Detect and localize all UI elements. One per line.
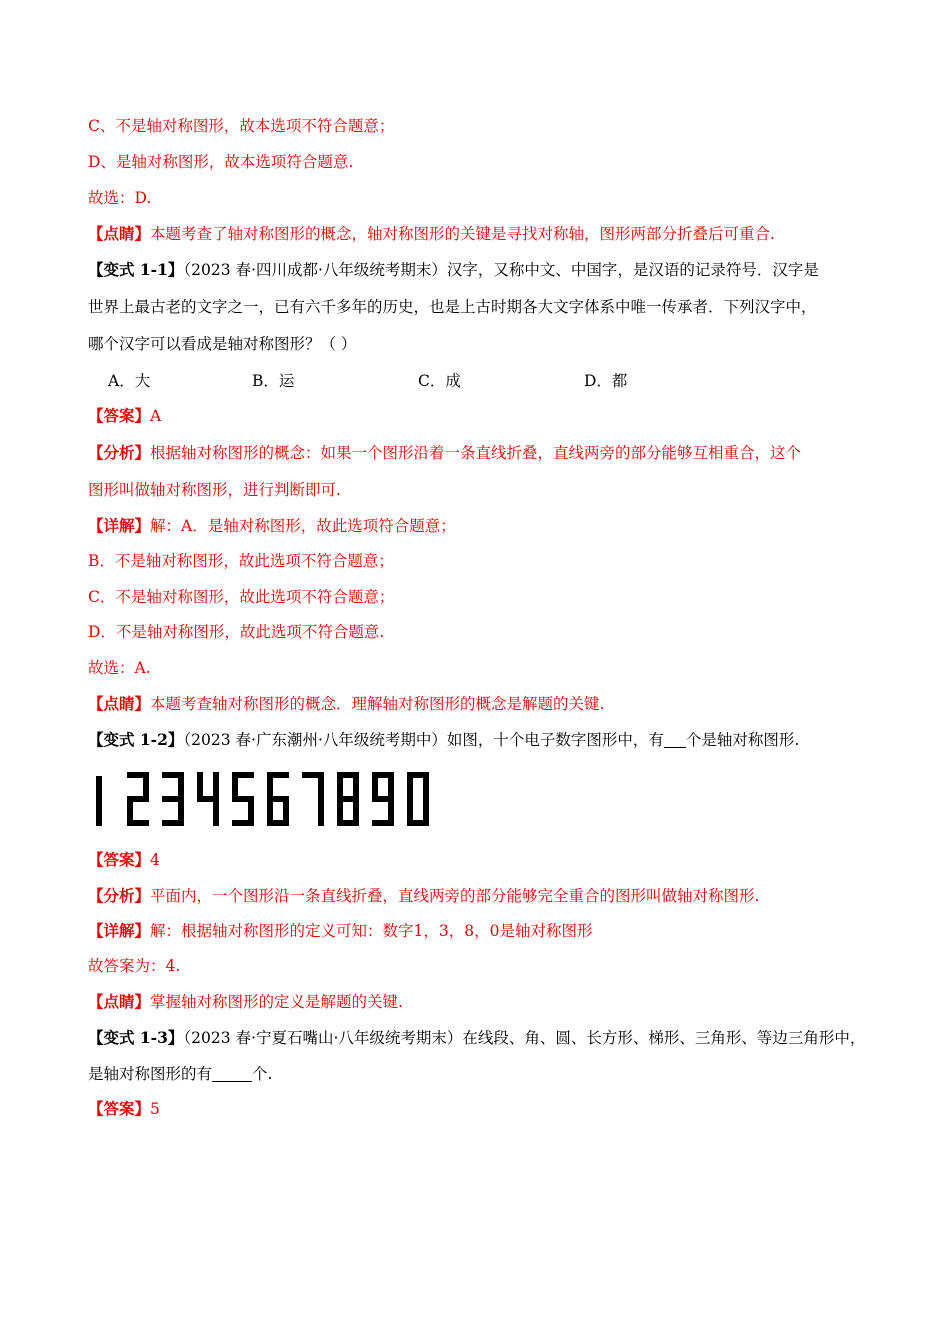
analysis-2-line (88, 886, 759, 906)
analysis-1-line-1 (88, 443, 801, 463)
variant-1-3-text-a: （2023 春·宁夏石嘴山·八年级统考期末）在线段、角、圆、长方形、梯形、三角形、等边三角形中， (183, 1029, 866, 1047)
digit-segment (162, 820, 184, 826)
variant-1-2-tag: 【变式 1-2】 (88, 730, 184, 749)
comment-1-line (88, 694, 604, 714)
answer-3-line (88, 1099, 160, 1119)
variant-1-2-text-b: 个是轴对称图形. (685, 731, 800, 749)
detail-1-tag: 【详解】 (88, 516, 151, 535)
detail-2-line (88, 921, 592, 941)
answer-2-line (88, 850, 160, 870)
digit-0 (407, 772, 429, 826)
comment-2-text: 掌握轴对称图形的定义是解题的关键. (150, 993, 403, 1011)
comment-tag: 【点睛】 (88, 224, 151, 243)
variant-1-1-line-2: 世界上最古老的文字之一，已有六千多年的历史，也是上古时期各大文字体系中唯一传承者．下列汉字中， (88, 298, 817, 316)
answer-2-value: 4 (150, 851, 160, 869)
digit-segment (372, 820, 394, 826)
digit-3 (162, 772, 184, 826)
digit-segment (232, 820, 254, 826)
variant-1-3-line-1 (88, 1028, 865, 1048)
detail-1-line-3: C．不是轴对称图形，故此选项不符合题意； (88, 588, 395, 606)
digit-segment (337, 796, 359, 802)
option-c: C．成 (418, 372, 461, 390)
answer-3-tag: 【答案】 (88, 1099, 151, 1118)
digit-2 (127, 772, 149, 826)
variant-1-3-text-b2: 个. (252, 1065, 273, 1083)
digit-8 (337, 772, 359, 826)
variant-1-2-text-a: （2023 春·广东潮州·八年级统考期中）如图，十个电子数字图形中，有 (183, 731, 664, 749)
detail-1-text-a: 解：A．是轴对称图形，故此选项符合题意； (150, 517, 456, 535)
choice-1-line: 故选：A. (88, 659, 151, 677)
variant-1-1-tag: 【变式 1-1】 (88, 260, 184, 279)
answer-blank-2 (212, 1065, 252, 1082)
digits-svg (92, 770, 442, 828)
variant-1-3-line-2 (88, 1064, 272, 1084)
choice-line: 故选：D. (88, 189, 152, 207)
digit-6 (267, 772, 289, 826)
option-d: D．都 (584, 372, 628, 390)
comment-1-tag: 【点睛】 (88, 694, 151, 713)
comment-1-text: 本题考查轴对称图形的概念．理解轴对称图形的概念是解题的关键. (150, 695, 605, 713)
analysis-2-text: 平面内，一个图形沿一条直线折叠，直线两旁的部分能够完全重合的图形叫做轴对称图形. (150, 887, 760, 905)
digit-9 (372, 772, 394, 826)
variant-1-2-line (88, 730, 799, 750)
digit-segment (318, 796, 324, 826)
digit-segment (213, 796, 219, 826)
answer-3-value: 5 (150, 1100, 160, 1118)
digit-segment (407, 772, 413, 802)
comment-2-tag: 【点睛】 (88, 992, 151, 1011)
answer-1-value: A (150, 407, 162, 425)
choice-2-line: 故答案为：4. (88, 957, 181, 975)
answer-1-tag: 【答案】 (88, 406, 151, 425)
analysis-2-tag: 【分析】 (88, 886, 151, 905)
analysis-1-text-a: 根据轴对称图形的概念：如果一个图形沿着一条直线折叠，直线两旁的部分能够互相重合，这个 (150, 444, 802, 462)
answer-blank (664, 731, 686, 748)
option-b: B．运 (252, 372, 295, 390)
digit-4 (197, 772, 219, 826)
answer-2-tag: 【答案】 (88, 850, 151, 869)
variant-1-1-line-1 (88, 260, 819, 280)
seven-segment-digits-figure (92, 770, 442, 828)
variant-1-3-tag: 【变式 1-3】 (88, 1028, 184, 1047)
explanation-line-d: D、是轴对称图形，故本选项符合题意. (88, 153, 354, 171)
detail-1-line-1 (88, 516, 456, 536)
comment-2-line (88, 992, 403, 1012)
analysis-1-line-2: 图形叫做轴对称图形，进行判断即可. (88, 481, 341, 499)
analysis-1-tag: 【分析】 (88, 443, 151, 462)
digit-5 (232, 772, 254, 826)
variant-1-1-text-a: （2023 春·四川成都·八年级统考期末）汉字，又称中文、中国字，是汉语的记录符号．汉字是 (183, 261, 819, 279)
explanation-line-c: C、不是轴对称图形，故本选项不符合题意； (88, 117, 395, 135)
digit-segment (283, 796, 289, 826)
detail-2-text: 解：根据轴对称图形的定义可知：数字1，3，8，0是轴对称图形 (150, 922, 593, 940)
digit-segment (96, 776, 102, 826)
digit-segment (127, 820, 149, 826)
digit-segment (372, 796, 394, 802)
digit-7 (302, 772, 324, 826)
option-a: A．大 (108, 372, 151, 390)
comment-text: 本题考查了轴对称图形的概念，轴对称图形的关键是寻找对称轴，图形两部分折叠后可重合. (150, 225, 775, 243)
variant-1-1-line-3: 哪个汉字可以看成是轴对称图形？（ ） (88, 335, 357, 353)
answer-1-line (88, 406, 161, 426)
detail-1-line-2: B．不是轴对称图形，故此选项不符合题意； (88, 552, 394, 570)
detail-2-tag: 【详解】 (88, 921, 151, 940)
detail-1-line-4: D．不是轴对称图形，故此选项不符合题意. (88, 623, 385, 641)
digit-1 (96, 776, 102, 826)
comment-line (88, 224, 775, 244)
variant-1-3-text-b1: 是轴对称图形的有 (88, 1065, 213, 1083)
